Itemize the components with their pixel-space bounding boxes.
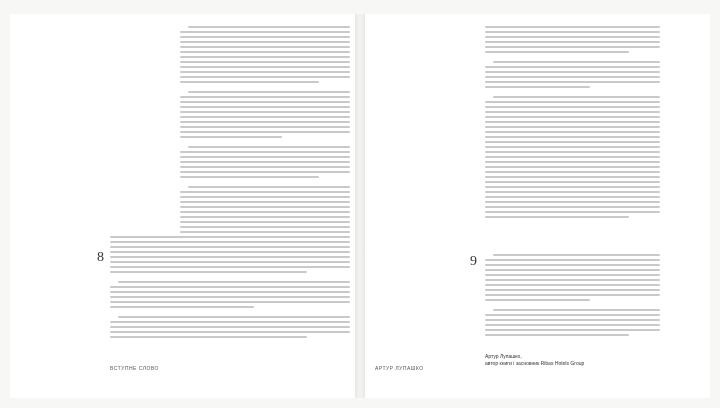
right-page (365, 14, 710, 398)
right-page-top-column (485, 26, 660, 221)
running-footer: ВСТУПНЕ СЛОВО (110, 366, 159, 372)
text-line-placeholders (180, 26, 350, 243)
gutter-shadow (355, 14, 365, 398)
author-name: Артур Лупашко, (485, 354, 522, 360)
text-line-placeholders (485, 26, 660, 218)
text-line-placeholders (110, 236, 350, 338)
text-line-placeholders (485, 254, 660, 336)
left-page-bottom-column (110, 236, 350, 341)
left-page-top-column (180, 26, 350, 246)
author-signature (485, 354, 660, 368)
author-role: автор книги і засновник Ribas Hotels Group (485, 361, 585, 367)
page-number: 8 (97, 250, 104, 265)
right-page-bottom-column (485, 254, 660, 339)
page-number: 9 (470, 254, 477, 269)
running-footer: АРТУР ЛУПАШКО (375, 366, 424, 372)
left-page (10, 14, 355, 398)
